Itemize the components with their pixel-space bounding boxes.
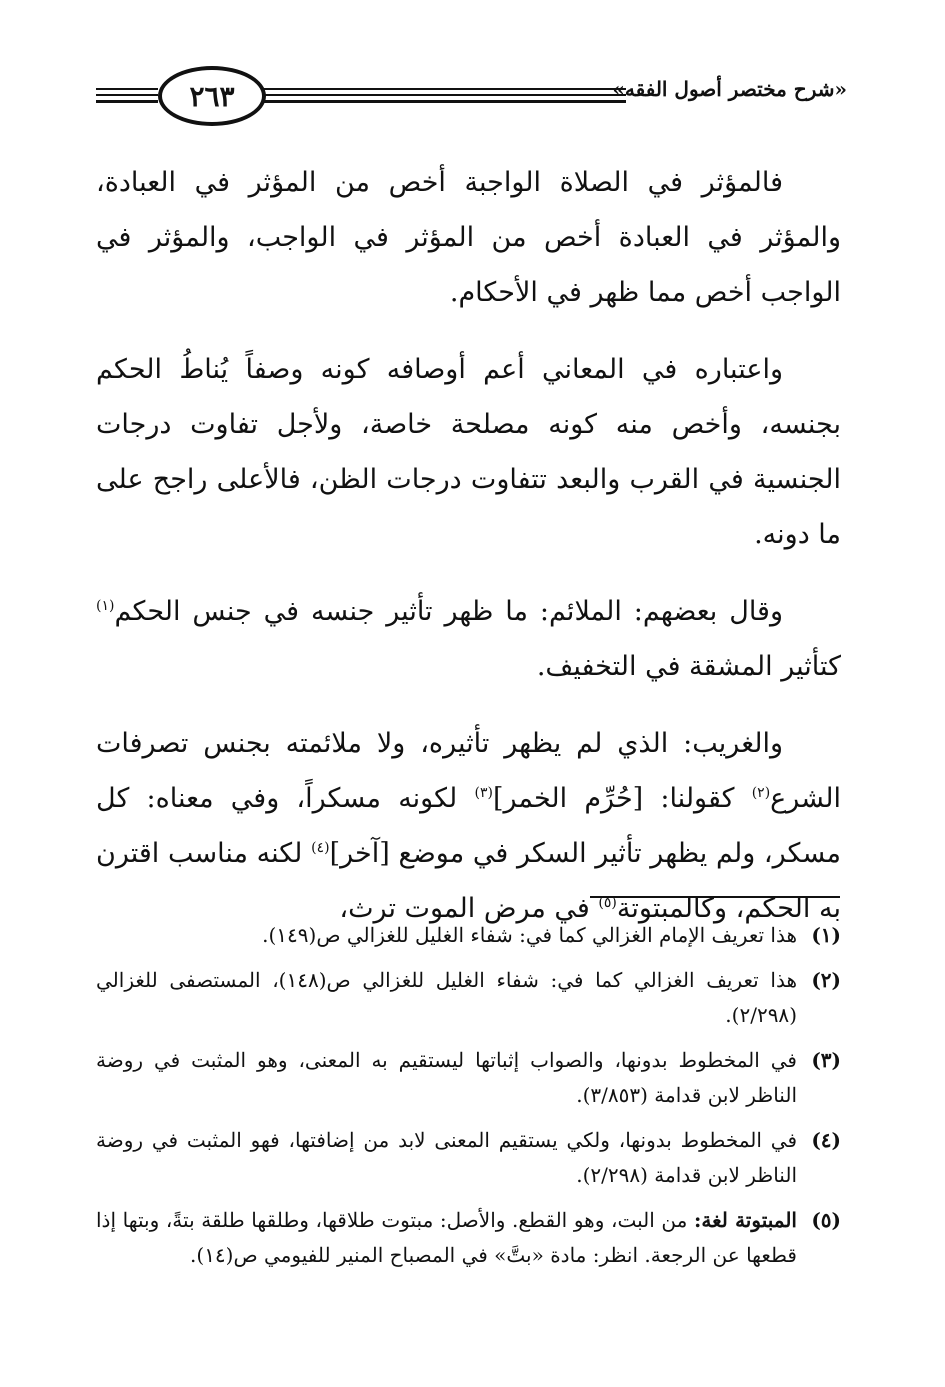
footnote-text: في المخطوط بدونها، والصواب إثباتها ليستقيم به المعنى، وهو المثبت في روضة الناظر لابن قدامة (٣/٨٥٣). <box>96 1048 797 1107</box>
footnotes <box>96 918 841 1283</box>
page-number-oval <box>158 66 266 126</box>
paragraph-4-text: والغريب: الذي لم يظهر تأثيره، ولا ملائمته بجنس تصرفات الشرع <box>96 728 841 814</box>
footnote-marker-5: (٥) <box>598 895 617 911</box>
header-rule <box>262 94 626 96</box>
paragraph-4-text: لكنه مناسب اقترن به الحكم، وكالمبتوتة <box>96 838 841 924</box>
header-rule <box>96 94 158 96</box>
header-rule <box>96 100 158 103</box>
header-rule <box>262 88 626 90</box>
footnote-body: من البت، وهو القطع. والأصل: مبتوت طلاقها، وطلقها طلقة بتةً، وبتها إذا قطعها عن الرجعة. انظر: مادة «بتَّ» في المصباح المنير للفيومي ص(١٤). <box>96 1208 797 1267</box>
footnote-number: (١) <box>811 923 841 947</box>
footnote-lead-term: المبتوتة لغة: <box>694 1208 797 1232</box>
header-rule <box>262 100 626 103</box>
paragraph-4-text: لكونه مسكراً، وفي معناه: كل مسكر، ولم يظهر تأثير السكر في موضع [آخر] <box>96 783 842 869</box>
paragraph-4 <box>96 716 841 936</box>
paragraph-3-text: وقال بعضهم: الملائم: ما ظهر تأثير جنسه في جنس الحكم <box>114 596 783 627</box>
footnote <box>96 1203 841 1273</box>
paragraph-4-text: في مرض الموت ترث، <box>339 893 599 924</box>
footnote-marker-4: (٤) <box>311 840 330 856</box>
footnote <box>96 963 841 1033</box>
footnote <box>96 918 841 953</box>
footnote-marker-1: (١) <box>96 598 115 614</box>
footnote-marker-3: (٣) <box>474 785 493 801</box>
page-number: ٢٦٣ <box>189 79 235 113</box>
paragraph-3-text: كتأثير المشقة في التخفيف. <box>536 651 841 682</box>
footnote-text: في المخطوط بدونها، ولكي يستقيم المعنى لابد من إضافتها، فهو المثبت في روضة الناظر لابن قدامة (٢/٢٩٨). <box>96 1128 797 1187</box>
footnote <box>96 1123 841 1193</box>
header-rule <box>96 88 158 90</box>
paragraph-3 <box>96 584 841 694</box>
main-text <box>96 155 841 958</box>
footnote-marker-2: (٢) <box>751 785 771 801</box>
footnote-text: هذا تعريف الغزالي كما في: شفاء الغليل للغزالي ص(١٤٨)، المستصفى للغزالي (٢/٢٩٨). <box>96 968 797 1027</box>
footnote-text: هذا تعريف الإمام الغزالي كما في: شفاء الغليل للغزالي ص(١٤٩). <box>262 923 797 947</box>
footnote-number: (٣) <box>811 1048 841 1072</box>
running-title: «شرح مختصر أصول الفقه» <box>612 77 847 101</box>
footnote <box>96 1043 841 1113</box>
paragraph-4-text: كقولنا: [حُرِّم الخمر] <box>492 783 752 814</box>
footnote-text <box>96 1203 797 1273</box>
paragraph-2: واعتباره في المعاني أعم أوصافه كونه وصفاً يُناطُ الحكم بجنسه، وأخص منه كونه مصلحة خاصة، ولأجل تفاوت درجات الجنسية في القرب والبعد تتفاوت درجات الظن، فالأعلى راجح على ما دونه. <box>96 354 841 550</box>
footnote-number: (٢) <box>811 968 841 992</box>
paragraph-1: فالمؤثر في الصلاة الواجبة أخص من المؤثر في العبادة، والمؤثر في العبادة أخص من المؤثر في الواجب، والمؤثر في الواجب أخص مما ظهر في الأحكام. <box>96 167 841 308</box>
footnote-separator <box>590 896 840 898</box>
footnote-number: (٤) <box>811 1128 841 1152</box>
footnote-number: (٥) <box>811 1208 841 1232</box>
